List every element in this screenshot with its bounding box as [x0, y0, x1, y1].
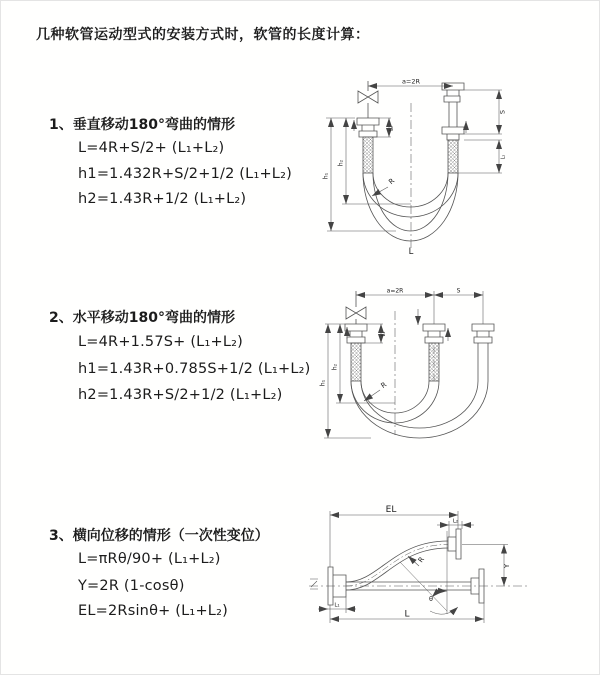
flange	[345, 324, 367, 343]
formula-line: Y=2R (1-cosθ)	[78, 578, 185, 594]
centerline-break-icon	[310, 579, 318, 589]
flange	[357, 118, 379, 137]
braided-hose	[429, 343, 439, 381]
formula-line: h2=1.43R+S/2+1/2 (L₁+L₂)	[78, 387, 283, 403]
flange	[448, 529, 461, 559]
hose-displaced	[346, 541, 448, 582]
formula-line: L=4R+1.57S+ (L₁+L₂)	[78, 334, 243, 350]
dimension-lines	[324, 295, 483, 438]
dim-label-h-inner: h₂	[337, 159, 345, 167]
dim-label-h-inner: h₂	[331, 363, 339, 371]
braided-hose	[363, 137, 373, 173]
page-title: 几种软管运动型式的安装方式时，软管的长度计算：	[36, 27, 370, 43]
section-3-heading: 3、横向位移的情形（一次性变位）	[49, 528, 269, 544]
valve-icon	[346, 307, 366, 319]
section-2-heading: 2、水平移动180°弯曲的情形	[49, 310, 235, 326]
diagram-lateral-displacement	[301, 501, 536, 636]
formula-line: h1=1.43R+0.785S+1/2 (L₁+L₂)	[78, 361, 311, 377]
formula-line: L=4R+S/2+ (L₁+L₂)	[78, 140, 225, 156]
dim-label-end-right: L₂	[452, 518, 459, 525]
braided-hose	[448, 140, 458, 173]
dimension-lines	[318, 511, 508, 623]
diagram-vertical-180-bend	[311, 73, 541, 258]
formula-line: EL=2Rsinθ+ (L₁+L₂)	[78, 603, 228, 619]
dim-label-h-outer: h₁	[319, 379, 327, 387]
dimension-lines	[326, 86, 502, 231]
dim-label-end-left: L₁	[389, 126, 395, 131]
braided-hose	[351, 343, 361, 381]
formula-line: h1=1.432R+S/2+1/2 (L₁+L₂)	[78, 166, 292, 182]
dim-label-length: L	[408, 247, 414, 257]
dim-label-h-outer: h₁	[322, 172, 330, 180]
formula-line: h2=1.43R+1/2 (L₁+L₂)	[78, 191, 247, 207]
dim-label-offset: Y	[503, 563, 511, 569]
dim-label-end-left: L₁	[334, 602, 340, 609]
section-1-heading: 1、垂直移动180°弯曲的情形	[49, 117, 235, 133]
dim-label-radius: R	[387, 176, 397, 187]
dim-label-angle: θ	[429, 595, 433, 603]
dim-label-radius: R	[416, 555, 427, 565]
flange	[472, 324, 494, 343]
valve-icon	[358, 91, 378, 103]
dim-label-end-right: L₂	[500, 154, 507, 160]
dim-label-end-left: L₁	[381, 331, 387, 337]
dim-label-radius: R	[379, 380, 389, 391]
dim-label-span: a=2R	[401, 77, 421, 86]
dim-label-stroke: S	[498, 109, 507, 115]
hose-u-assembly	[324, 291, 494, 438]
flange	[423, 324, 445, 343]
dim-label-span: EL	[385, 505, 397, 515]
hose-s-assembly	[309, 511, 529, 623]
hose-u-assembly	[326, 81, 502, 251]
hose-bend	[363, 173, 458, 217]
flange	[442, 127, 464, 140]
diagram-horizontal-180-bend	[311, 283, 541, 448]
dim-label-length: L	[404, 609, 410, 620]
dim-label-stroke: S	[456, 287, 461, 295]
dim-label-span: a=2R	[386, 287, 404, 295]
formula-line: L=πRθ/90+ (L₁+L₂)	[78, 551, 221, 567]
